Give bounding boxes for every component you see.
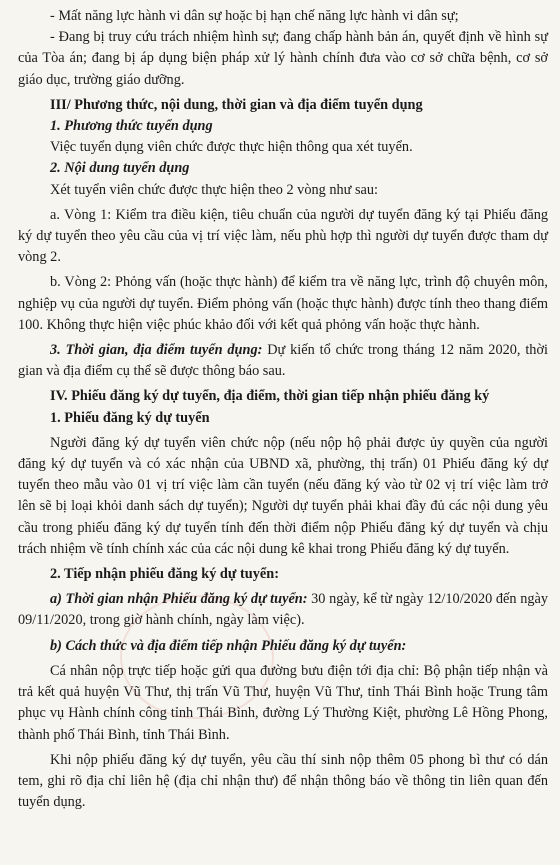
paragraph-receiving-address: Cá nhân nộp trực tiếp hoặc gửi qua đường bưu điện tới địa chỉ: Bộ phận tiếp nhận và trả kết quả huyện Vũ Thư, thị trấn Vũ Thư, huyện Vũ Thư, tỉnh Thái Bình hoặc Trung tâm phục vụ Hành chính công tỉnh Thái Bình, đường Lý Thường Kiệt, phường Lê Hồng Phong, thành phố Thái Bình, tỉnh Thái Bình. <box>18 662 548 743</box>
time-location-text: Dự kiến tổ chức trong tháng 12 năm 2020, thời gian và địa điểm cụ thể sẽ được thông báo sau. <box>18 342 548 380</box>
paragraph-criminal-liability: - Đang bị truy cứu trách nhiệm hình sự; đang chấp hành bản án, quyết định về hình sự của Tòa án; đang bị áp dụng biện pháp xử lý hành chính đưa vào cơ sở chữa bệnh, cơ sở giáo dục, trường giáo dưỡng. <box>18 29 548 88</box>
paragraph-receiving-time <box>18 589 548 631</box>
time-location-label: 3. Thời gian, địa điểm tuyển dụng: <box>50 342 263 359</box>
paragraph-time-location <box>18 340 548 382</box>
section-heading-iv: IV. Phiếu đăng ký dự tuyển, địa điểm, thời gian tiếp nhận phiếu đăng ký <box>50 388 490 405</box>
receiving-time-text: 30 ngày, kể từ ngày 12/10/2020 đến ngày 09/11/2020, trong giờ hành chính, ngày làm việc). <box>18 591 548 629</box>
subheading-content: 2. Nội dung tuyển dụng <box>50 160 190 177</box>
subheading-registration-form: 1. Phiếu đăng ký dự tuyển <box>50 409 210 426</box>
subheading-receiving-method: b) Cách thức và địa điểm tiếp nhận Phiếu đăng ký dự tuyển: <box>50 637 407 654</box>
subheading-method: 1. Phương thức tuyển dụng <box>50 118 213 135</box>
section-heading-iii: III/ Phương thức, nội dung, thời gian và địa điểm tuyển dụng <box>50 96 423 113</box>
receiving-time-label: a) Thời gian nhận Phiếu đăng ký dự tuyển: <box>50 591 308 608</box>
paragraph-round-1: a. Vòng 1: Kiểm tra điều kiện, tiêu chuẩn của người dự tuyển đăng ký tại Phiếu đăng ký dự tuyển theo yêu cầu của vị trí việc làm, nếu phù hợp thì người dự tuyển được tham dự vòng 2. <box>18 206 548 266</box>
paragraph-method: Việc tuyển dụng viên chức được thực hiện thông qua xét tuyển. <box>50 139 413 156</box>
paragraph-envelopes: Khi nộp phiếu đăng ký dự tuyển, yêu cầu thí sinh nộp thêm 05 phong bì thư có dán tem, ghi rõ địa chỉ liên hệ (địa chỉ nhận thư) để nhận thông báo về thông tin liên quan đến tuyển dụng. <box>18 751 548 811</box>
paragraph-incapacity: - Mất năng lực hành vi dân sự hoặc bị hạn chế năng lực hành vi dân sự; <box>50 8 459 24</box>
paragraph-round-2: b. Vòng 2: Phỏng vấn (hoặc thực hành) để kiểm tra về năng lực, trình độ chuyên môn, nghiệp vụ của người dự tuyển. Điểm phỏng vấn (hoặc thực hành) được tính theo thang điểm 100. Không thực hiện việc phúc khảo đối với kết quả phỏng vấn hoặc thực hành. <box>18 274 548 333</box>
paragraph-registration-form: Người đăng ký dự tuyển viên chức nộp (nếu nộp hộ phải được ủy quyền của người đăng ký dự tuyển và có xác nhận của UBND xã, phường, thị trấn) 01 Phiếu đăng ký dự tuyển theo mẫu vào 01 vị trí việc làm cần tuyển (nếu đăng ký vào từ 02 vị trí việc làm trở lên sẽ bị loại khỏi danh sách dự tuyển); Người dự tuyển phải khai đầy đủ các nội dung yêu cầu trong phiếu đăng ký dự tuyển tính đến thời điểm nộp Phiếu đăng ký dự tuyển và chịu trách nhiệm về tính chính xác của các nội dung kê khai trong Phiếu đăng ký dự tuyển. <box>18 434 548 557</box>
paragraph-two-rounds: Xét tuyển viên chức được thực hiện theo 2 vòng như sau: <box>50 181 378 198</box>
subheading-receiving-forms: 2. Tiếp nhận phiếu đăng ký dự tuyển: <box>50 566 279 583</box>
